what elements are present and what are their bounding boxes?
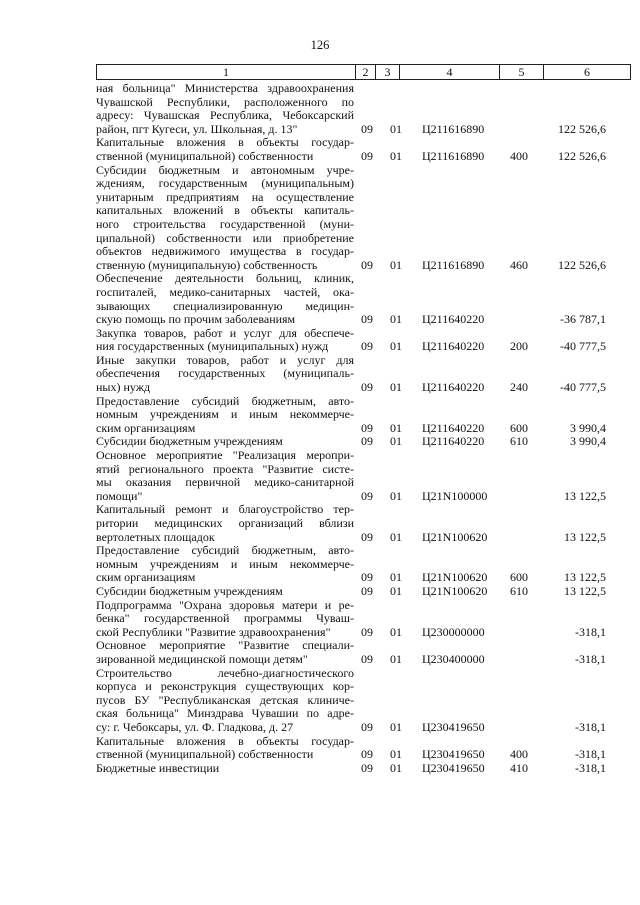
table-row — [96, 449, 631, 503]
cell-c2: 09 — [361, 529, 373, 544]
description-line: Капитальные вложения в объекты государ- — [96, 733, 354, 748]
description-line: район, пгт Кугеси, ул. Школьная, д. 13" — [96, 121, 298, 136]
cell-c4: Ц211640220 — [422, 420, 485, 435]
description-line: адресу: Чувашская Республика, Чебоксарский — [96, 108, 354, 123]
description-line: Чувашской Республики, расположенного по — [96, 94, 354, 109]
cell-c3: 01 — [390, 651, 402, 666]
row-description — [96, 136, 354, 163]
description-line: ждениям, государственным (муниципальным) — [96, 176, 354, 191]
cell-c2: 09 — [361, 488, 373, 503]
description-line: Субсидии бюджетным и автономным учре- — [96, 162, 354, 177]
description-line: ная больница" Министерства здравоохранения — [96, 81, 354, 95]
description-line: Капитальный ремонт и благоустройство тер- — [96, 502, 354, 517]
description-line: Строительство лечебно-диагностического — [96, 665, 354, 680]
cell-c5: 610 — [510, 583, 528, 598]
cell-c2: 09 — [361, 121, 373, 136]
cell-c2: 09 — [361, 760, 373, 775]
table-row — [96, 735, 631, 762]
cell-c4: Ц211640220 — [422, 434, 485, 449]
row-description — [96, 667, 354, 735]
description-line: зированной медицинской помощи детям" — [96, 651, 308, 666]
table-row — [96, 354, 631, 395]
cell-c4: Ц211616890 — [422, 257, 485, 272]
cell-c4: Ц230419650 — [422, 760, 485, 775]
table-row — [96, 136, 631, 163]
description-line: пусов БУ "Республиканская детская клиниче- — [96, 692, 354, 707]
cell-c5: 460 — [510, 257, 528, 272]
cell-c3: 01 — [390, 257, 402, 272]
cell-c3: 01 — [390, 434, 402, 449]
description-line: Субсидии бюджетным учреждениям — [96, 434, 283, 449]
cell-c2: 09 — [361, 420, 373, 435]
row-description — [96, 735, 354, 762]
cell-c6: -318,1 — [575, 760, 606, 775]
cell-c3: 01 — [390, 760, 402, 775]
table-row — [96, 667, 631, 735]
description-line: Капитальные вложения в объекты государ- — [96, 135, 354, 150]
description-line: бенка" государственной программы Чуваш- — [96, 611, 354, 626]
cell-c2: 09 — [361, 570, 373, 585]
cell-c3: 01 — [390, 583, 402, 598]
row-description — [96, 585, 354, 599]
cell-c6: -318,1 — [575, 719, 606, 734]
cell-c4: Ц21N100620 — [422, 570, 488, 585]
description-line: Предоставление субсидий бюджетным, авто- — [96, 543, 354, 558]
cell-c5: 600 — [510, 570, 528, 585]
description-line: госпиталей, медико-санитарных частей, ока- — [96, 284, 354, 299]
cell-c4: Ц211616890 — [422, 148, 485, 163]
description-line: Обеспечение деятельности больниц, клиник, — [96, 271, 354, 286]
table-row — [96, 762, 631, 776]
cell-c6: 3 990,4 — [570, 434, 606, 449]
table-row — [96, 599, 631, 640]
table-body — [96, 82, 631, 775]
description-line: корпуса и реконструкция существующих кор- — [96, 679, 354, 694]
cell-c5: 410 — [510, 760, 528, 775]
cell-c2: 09 — [361, 719, 373, 734]
description-line: вертолетных площадок — [96, 529, 215, 544]
header-col-1: 1 — [97, 65, 356, 79]
row-description — [96, 599, 354, 640]
description-line: Закупка товаров, работ и услуг для обеспече- — [96, 325, 354, 340]
cell-c5: 610 — [510, 434, 528, 449]
description-line: зывающих специализированную медицин- — [96, 298, 354, 313]
header-col-4: 4 — [400, 65, 500, 79]
row-description — [96, 327, 354, 354]
cell-c2: 09 — [361, 434, 373, 449]
description-line: мы оказания первичной медико-санитарной — [96, 475, 354, 490]
description-line: ятий регионального проекта "Развитие систе- — [96, 461, 354, 476]
cell-c6: 3 990,4 — [570, 420, 606, 435]
row-description — [96, 164, 354, 273]
cell-c5: 200 — [510, 339, 528, 354]
cell-c2: 09 — [361, 148, 373, 163]
row-description — [96, 82, 354, 136]
row-description — [96, 272, 354, 326]
cell-c3: 01 — [390, 570, 402, 585]
header-col-6: 6 — [584, 65, 590, 79]
cell-c4: Ц211640220 — [422, 339, 485, 354]
description-line: скую помощь по прочим заболеваниям — [96, 312, 296, 327]
description-line: ским организациям — [96, 420, 196, 435]
cell-c3: 01 — [390, 339, 402, 354]
cell-c3: 01 — [390, 488, 402, 503]
cell-c6: 13 122,5 — [564, 529, 606, 544]
cell-c5: 240 — [510, 380, 528, 395]
cell-c6: -40 777,5 — [560, 380, 606, 395]
table-row — [96, 164, 631, 273]
description-line: обеспечения государственных (муниципаль- — [96, 366, 354, 381]
cell-c3: 01 — [390, 624, 402, 639]
row-description — [96, 503, 354, 544]
description-line: Бюджетные инвестиции — [96, 760, 220, 775]
description-line: ской Республики "Развитие здравоохранения" — [96, 624, 331, 639]
description-line: Подпрограмма "Охрана здоровья матери и ре- — [96, 597, 354, 612]
table-row — [96, 585, 631, 599]
cell-c3: 01 — [390, 121, 402, 136]
cell-c4: Ц21N100620 — [422, 529, 488, 544]
cell-c3: 01 — [390, 380, 402, 395]
cell-c3: 01 — [390, 148, 402, 163]
cell-c6: -36 787,1 — [560, 312, 606, 327]
table-row — [96, 503, 631, 544]
cell-c6: -318,1 — [575, 747, 606, 762]
cell-c6: 122 526,6 — [558, 148, 606, 163]
description-line: унитарным предприятиям на осуществление — [96, 189, 354, 204]
header-col-5: 5 — [500, 65, 544, 79]
cell-c2: 09 — [361, 583, 373, 598]
header-col-3: 3 — [376, 65, 400, 79]
table-row — [96, 639, 631, 666]
cell-c2: 09 — [361, 651, 373, 666]
cell-c5: 600 — [510, 420, 528, 435]
description-line: ния государственных (муниципальных) нужд — [96, 339, 329, 354]
cell-c6: 122 526,6 — [558, 257, 606, 272]
description-line: номным учреждениям и иным некоммерче- — [96, 407, 354, 422]
table-row — [96, 82, 631, 136]
row-description — [96, 639, 354, 666]
row-description — [96, 354, 354, 395]
description-line: ским организациям — [96, 570, 196, 585]
description-line: су: г. Чебоксары, ул. Ф. Гладкова, д. 27 — [96, 719, 294, 734]
cell-c4: Ц21N100000 — [422, 488, 488, 503]
description-line: ственной (муниципальной) собственности — [96, 148, 314, 163]
cell-c5: 400 — [510, 148, 528, 163]
cell-c4: Ц211640220 — [422, 312, 485, 327]
description-line: Субсидии бюджетным учреждениям — [96, 583, 283, 598]
cell-c5: 400 — [510, 747, 528, 762]
table-row — [96, 327, 631, 354]
description-line: ритории медицинских организаций вблизи — [96, 516, 354, 530]
cell-c6: -40 777,5 — [560, 339, 606, 354]
description-line: ская больница" Минздрава Чувашии по адре- — [96, 706, 354, 721]
cell-c4: Ц230400000 — [422, 651, 485, 666]
page-number: 126 — [310, 38, 330, 52]
cell-c2: 09 — [361, 624, 373, 639]
cell-c6: -318,1 — [575, 624, 606, 639]
cell-c2: 09 — [361, 380, 373, 395]
cell-c3: 01 — [390, 719, 402, 734]
cell-c6: 122 526,6 — [558, 121, 606, 136]
description-line: номным учреждениям и иным некоммерче- — [96, 556, 354, 571]
description-line: ного строительства государственной (муни- — [96, 216, 354, 231]
cell-c2: 09 — [361, 257, 373, 272]
table-row — [96, 435, 631, 449]
row-description — [96, 449, 354, 503]
description-line: помощи" — [96, 488, 143, 503]
row-description — [96, 762, 354, 776]
description-line: Предоставление субсидий бюджетным, авто- — [96, 393, 354, 408]
cell-c3: 01 — [390, 529, 402, 544]
cell-c2: 09 — [361, 747, 373, 762]
table-header — [96, 64, 631, 80]
description-line: ципальной) собственности или приобретение — [96, 230, 354, 245]
cell-c4: Ц230419650 — [422, 719, 485, 734]
row-description — [96, 395, 354, 436]
cell-c6: 13 122,5 — [564, 488, 606, 503]
cell-c4: Ц230419650 — [422, 747, 485, 762]
cell-c4: Ц21N100620 — [422, 583, 488, 598]
description-line: Основное мероприятие "Развитие специали- — [96, 638, 354, 653]
cell-c4: Ц211616890 — [422, 121, 485, 136]
table-row — [96, 395, 631, 436]
cell-c4: Ц230000000 — [422, 624, 485, 639]
row-description — [96, 435, 354, 449]
description-line: ственную (муниципальную) собственность — [96, 257, 318, 272]
description-line: капитальных вложений в объекты капиталь- — [96, 203, 354, 218]
cell-c3: 01 — [390, 420, 402, 435]
description-line: ных) нужд — [96, 380, 151, 395]
description-line: ственной (муниципальной) собственности — [96, 747, 314, 762]
header-col-2: 2 — [356, 65, 376, 79]
cell-c6: 13 122,5 — [564, 583, 606, 598]
cell-c6: -318,1 — [575, 651, 606, 666]
cell-c2: 09 — [361, 339, 373, 354]
description-line: объектов недвижимого имущества в государ- — [96, 244, 354, 259]
table-row — [96, 272, 631, 326]
table-row — [96, 544, 631, 585]
cell-c4: Ц211640220 — [422, 380, 485, 395]
cell-c6: 13 122,5 — [564, 570, 606, 585]
cell-c3: 01 — [390, 747, 402, 762]
cell-c2: 09 — [361, 312, 373, 327]
description-line: Иные закупки товаров, работ и услуг для — [96, 352, 354, 367]
cell-c3: 01 — [390, 312, 402, 327]
row-description — [96, 544, 354, 585]
description-line: Основное мероприятие "Реализация меропри- — [96, 448, 354, 463]
